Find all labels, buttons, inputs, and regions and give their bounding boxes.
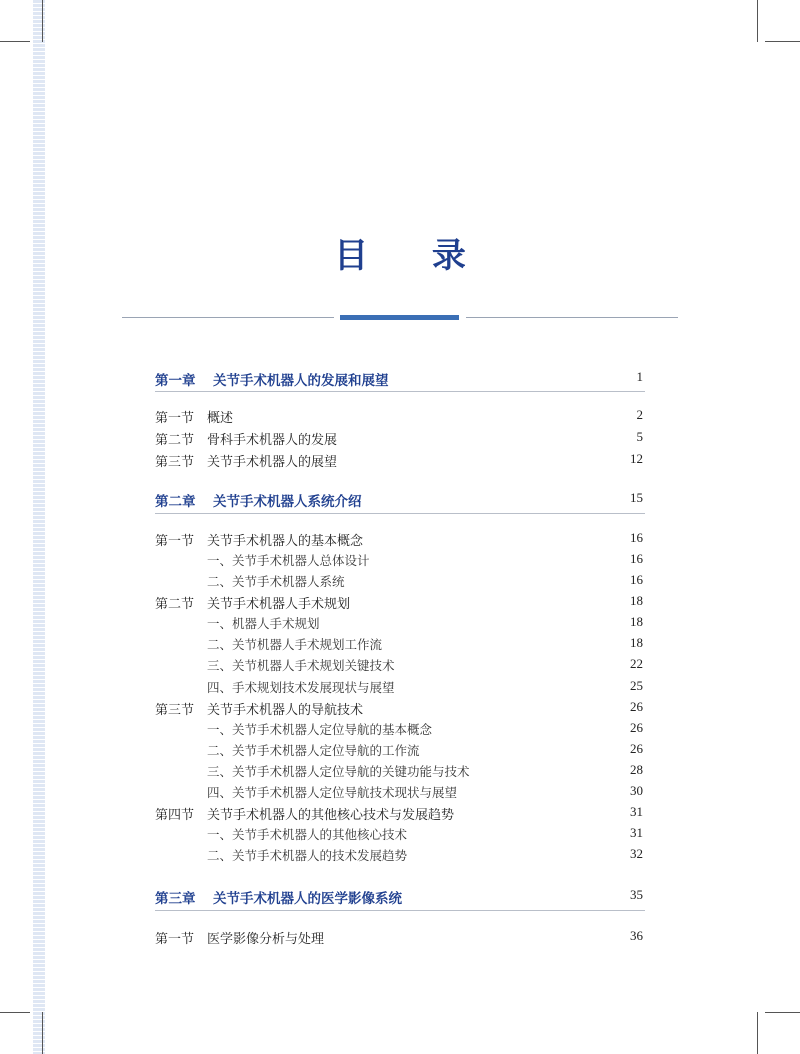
toc-section[interactable] — [155, 699, 645, 719]
title-rule-right — [466, 317, 678, 318]
page-number: 22 — [630, 656, 643, 671]
item-title: 四、手术规划技术发展现状与展望 — [207, 680, 395, 695]
chapter-title: 关节手术机器人系统介绍 — [213, 494, 362, 510]
toc-item[interactable] — [155, 678, 645, 698]
page-number: 31 — [630, 825, 643, 840]
toc-item[interactable] — [155, 635, 645, 655]
section-number: 第二节 — [155, 433, 195, 448]
title-rule-center — [340, 315, 459, 320]
section-title: 概述 — [207, 411, 234, 426]
section-number: 第三节 — [155, 455, 195, 470]
page-number: 18 — [630, 614, 643, 629]
page-number: 16 — [630, 551, 643, 566]
page-number: 36 — [630, 928, 643, 943]
crop-mark — [757, 1012, 758, 1054]
section-number: 第一节 — [155, 534, 195, 549]
item-title: 二、关节机器人手术规划工作流 — [207, 637, 383, 652]
toc-section[interactable] — [155, 804, 645, 824]
section-number: 第二节 — [155, 597, 195, 612]
page-number: 12 — [630, 451, 643, 466]
page-title: 目 录 — [334, 236, 492, 276]
item-title: 一、关节手术机器人定位导航的基本概念 — [207, 722, 433, 737]
page-number: 30 — [630, 783, 643, 798]
item-title: 二、关节手术机器人的技术发展趋势 — [207, 848, 408, 863]
chapter-divider — [155, 513, 645, 514]
chapter-divider — [155, 391, 645, 392]
toc-chapter[interactable] — [155, 369, 645, 389]
section-title: 关节手术机器人的导航技术 — [207, 703, 364, 718]
page-number: 26 — [630, 699, 643, 714]
page-number: 32 — [630, 846, 643, 861]
toc-chapter[interactable] — [155, 490, 645, 510]
crop-mark — [42, 1012, 43, 1054]
page-number: 26 — [630, 720, 643, 735]
toc-item[interactable] — [155, 614, 645, 634]
toc-section[interactable] — [155, 530, 645, 550]
chapter-divider — [155, 910, 645, 911]
chapter-number: 第一章 — [155, 373, 196, 389]
page-number: 18 — [630, 635, 643, 650]
toc-section[interactable] — [155, 593, 645, 613]
toc-section[interactable] — [155, 407, 645, 427]
section-title: 骨科手术机器人的发展 — [207, 433, 338, 448]
item-title: 三、关节手术机器人定位导航的关键功能与技术 — [207, 764, 470, 779]
title-rule-left — [122, 317, 334, 318]
page-number: 28 — [630, 762, 643, 777]
crop-mark — [0, 41, 30, 42]
toc-item[interactable] — [155, 846, 645, 866]
toc-item[interactable] — [155, 572, 645, 592]
section-title: 关节手术机器人手术规划 — [207, 597, 351, 612]
section-number: 第三节 — [155, 703, 195, 718]
item-title: 二、关节手术机器人系统 — [207, 574, 345, 589]
toc-section[interactable] — [155, 928, 645, 948]
crop-mark — [757, 0, 758, 42]
section-title: 医学影像分析与处理 — [207, 932, 325, 947]
page-number: 16 — [630, 530, 643, 545]
page-number: 25 — [630, 678, 643, 693]
page-number: 31 — [630, 804, 643, 819]
toc-section[interactable] — [155, 429, 645, 449]
item-title: 一、机器人手术规划 — [207, 616, 320, 631]
page-number: 5 — [636, 429, 643, 444]
page-number: 35 — [630, 887, 643, 902]
item-title: 一、关节手术机器人的其他核心技术 — [207, 827, 408, 842]
item-title: 一、关节手术机器人总体设计 — [207, 553, 370, 568]
toc-item[interactable] — [155, 720, 645, 740]
toc-section[interactable] — [155, 451, 645, 471]
section-number: 第一节 — [155, 411, 195, 426]
item-title: 四、关节手术机器人定位导航技术现状与展望 — [207, 785, 458, 800]
crop-mark — [765, 41, 800, 42]
chapter-number: 第二章 — [155, 494, 196, 510]
toc-item[interactable] — [155, 551, 645, 571]
section-number: 第四节 — [155, 808, 195, 823]
chapter-title: 关节手术机器人的医学影像系统 — [213, 891, 402, 907]
page-number: 18 — [630, 593, 643, 608]
side-decoration-strip — [33, 0, 45, 1054]
toc-item[interactable] — [155, 825, 645, 845]
toc-item[interactable] — [155, 762, 645, 782]
page-number: 15 — [630, 490, 643, 505]
page-number: 26 — [630, 741, 643, 756]
section-number: 第一节 — [155, 932, 195, 947]
page-number: 16 — [630, 572, 643, 587]
crop-mark — [0, 1012, 30, 1013]
toc-item[interactable] — [155, 783, 645, 803]
crop-mark — [42, 0, 43, 42]
toc-item[interactable] — [155, 656, 645, 676]
item-title: 三、关节机器人手术规划关键技术 — [207, 658, 395, 673]
page-number: 2 — [636, 407, 643, 422]
section-title: 关节手术机器人的其他核心技术与发展趋势 — [207, 808, 455, 823]
section-title: 关节手术机器人的展望 — [207, 455, 338, 470]
item-title: 二、关节手术机器人定位导航的工作流 — [207, 743, 420, 758]
toc-chapter[interactable] — [155, 887, 645, 907]
crop-mark — [765, 1012, 800, 1013]
page-number: 1 — [636, 369, 643, 384]
chapter-title: 关节手术机器人的发展和展望 — [213, 373, 389, 389]
toc-item[interactable] — [155, 741, 645, 761]
section-title: 关节手术机器人的基本概念 — [207, 534, 364, 549]
chapter-number: 第三章 — [155, 891, 196, 907]
